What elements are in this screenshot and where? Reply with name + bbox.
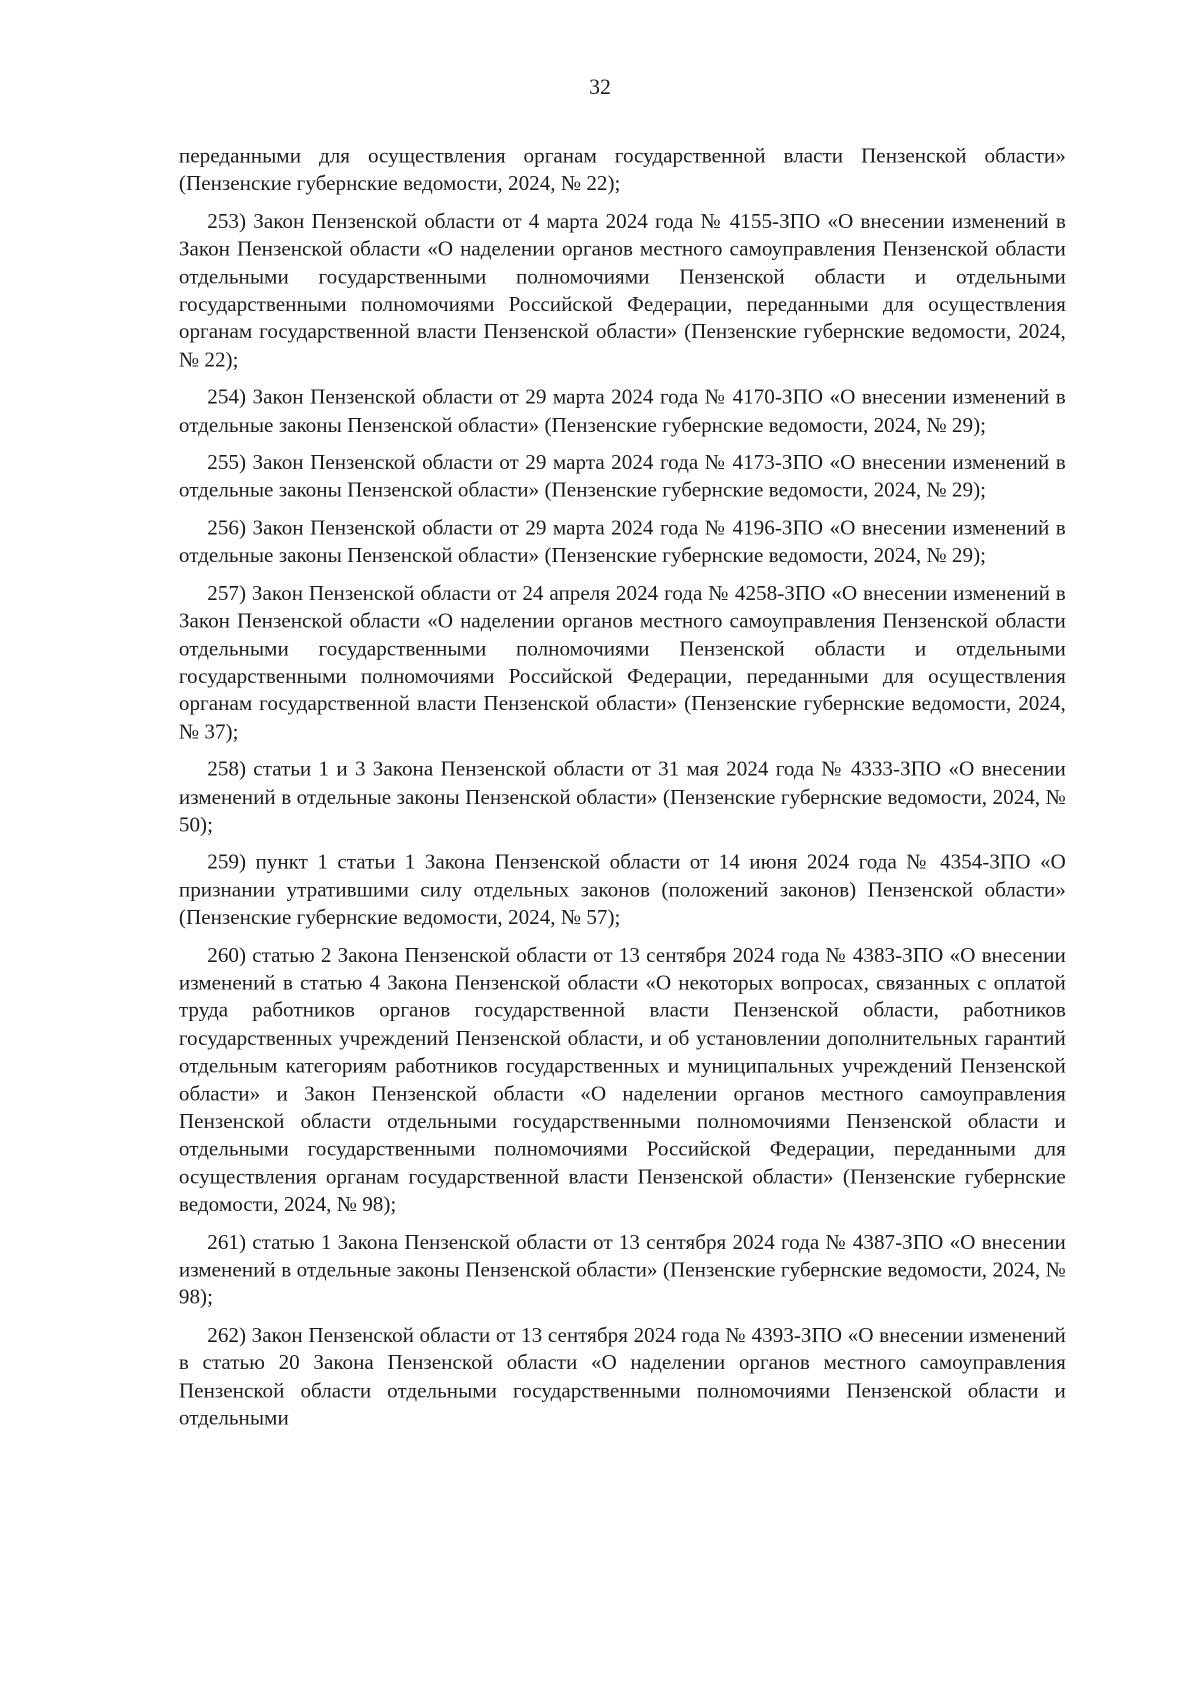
list-item-258: 258) статьи 1 и 3 Закона Пензенской области от 31 мая 2024 года № 4333-ЗПО «О внесении изменений в отдельные законы Пензенской области» (Пензенские губернские ведомости, 2024, № 50); [178,758,1066,837]
list-item-257: 257) Закон Пензенской области от 24 апреля 2024 года № 4258-ЗПО «О внесении изменений в Закон Пензенской области «О наделении органов местного самоуправления Пензенской области отдельными государственными полномочиями Пензенской области и отдельными государственными полномочиями Российской Федерации, переданными для осуществления органам государственной власти Пензенской области» (Пензенские губернские ведомости, 2024, № 37); [178,582,1066,744]
list-item-259: 259) пункт 1 статьи 1 Закона Пензенской области от 14 июня 2024 года № 4354-ЗПО «О признании утратившими силу отдельных законов (положений законов) Пензенской области» (Пензенские губернские ведомости, 2024, № 57); [178,851,1066,930]
list-item-256: 256) Закон Пензенской области от 29 марта 2024 года № 4196-ЗПО «О внесении изменений в отдельные законы Пензенской области» (Пензенские губернские ведомости, 2024, № 29); [178,516,1066,568]
document-body [179,143,1066,1433]
list-item-261: 261) статью 1 Закона Пензенской области от 13 сентября 2024 года № 4387-ЗПО «О внесении изменений в отдельные законы Пензенской области» (Пензенские губернские ведомости, 2024, № 98); [178,1231,1066,1310]
paragraph-continuation: переданными для осуществления органам государственной власти Пензенской области» (Пензенские губернские ведомости, 2024, № 22); [178,145,1066,196]
list-item-255: 255) Закон Пензенской области от 29 марта 2024 года № 4173-ЗПО «О внесении изменений в отдельные законы Пензенской области» (Пензенские губернские ведомости, 2024, № 29); [178,451,1066,503]
page-number: 32 [589,75,611,100]
list-item-254: 254) Закон Пензенской области от 29 марта 2024 года № 4170-ЗПО «О внесении изменений в отдельные законы Пензенской области» (Пензенские губернские ведомости, 2024, № 29); [178,386,1066,438]
list-item-262: 262) Закон Пензенской области от 13 сентября 2024 года № 4393-ЗПО «О внесении изменений в статью 20 Закона Пензенской области «О наделении органов местного самоуправления Пензенской области отдельными государственными полномочиями Пензенской области и отдельными [178,1324,1066,1431]
list-item-260: 260) статью 2 Закона Пензенской области от 13 сентября 2024 года № 4383-ЗПО «О внесении изменений в статью 4 Закона Пензенской области «О некоторых вопросах, связанных с оплатой труда работников органов государственной власти Пензенской области, работников государственных учреждений Пензенской области, и об установлении дополнительных гарантий отдельным категориям работников государственных и муниципальных учреждений Пензенской области» и Закон Пензенской области «О наделении органов местного самоуправления Пензенской области отдельными государственными полномочиями Пензенской области и отдельными государственными полномочиями Российской Федерации, переданными для осуществления органам государственной власти Пензенской области» (Пензенские губернские ведомости, 2024, № 98); [178,944,1066,1217]
list-item-253: 253) Закон Пензенской области от 4 марта 2024 года № 4155-ЗПО «О внесении изменений в Закон Пензенской области «О наделении органов местного самоуправления Пензенской области отдельными государственными полномочиями Пензенской области и отдельными государственными полномочиями Российской Федерации, переданными для осуществления органам государственной власти Пензенской области» (Пензенские губернские ведомости, 2024, № 22); [178,210,1066,372]
